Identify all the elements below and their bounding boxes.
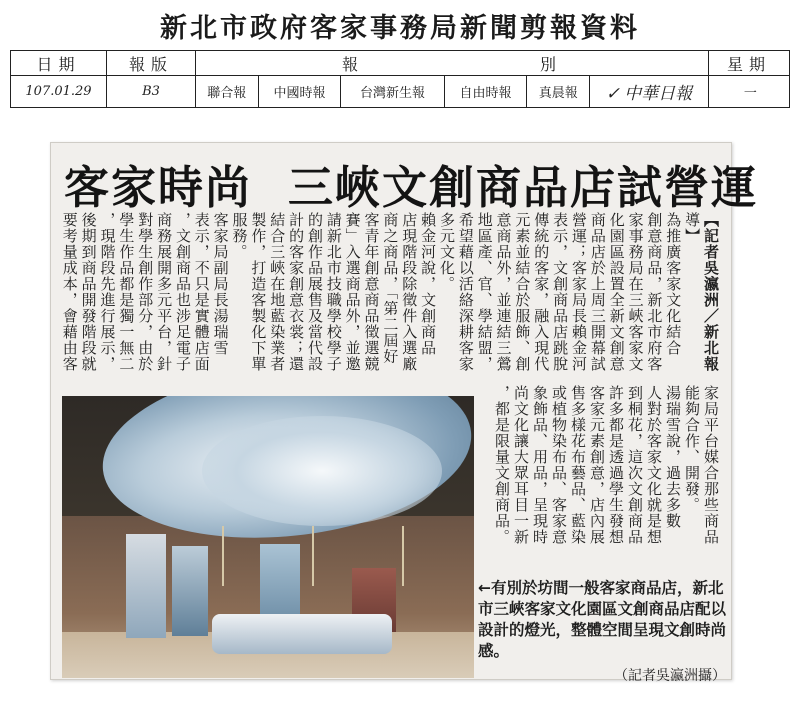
article-column: 商之商品，「第二屆好: [381, 212, 400, 365]
article-headline: [64, 151, 759, 216]
display-table: [212, 614, 392, 654]
article-column: 傳統的客家，融入現代: [532, 212, 551, 372]
article-column: 湯瑞雪說，過去多數: [664, 385, 682, 529]
photo-caption-text: ←有別於坊間一般客家商品店，新北市三峽客家文化園區文創商品店配以設計的燈光，整體空間呈現文創時尚感。: [478, 579, 727, 660]
article-column: 服務。: [230, 212, 249, 260]
article-column: 售多樣花布藝品、藍染: [569, 385, 587, 545]
article-column: 後期到商品開發階段就: [79, 212, 98, 372]
date-value: 107.01.29: [11, 76, 107, 108]
article-column: 請新北市技職學校學子: [324, 212, 343, 372]
article-body-bottom: [488, 385, 720, 561]
article-column: 商務展開多元平台，針: [155, 212, 174, 372]
article-column: 家局平台媒合那些商品: [702, 385, 720, 545]
article-column: 要考量成本，會藉由客: [60, 212, 79, 372]
date-header: 日期: [11, 51, 107, 76]
article-column: 表示，不只是實體店面: [192, 212, 211, 372]
article-column: 許多都是透過學生發想: [607, 385, 625, 545]
article-column: 商品店於上周三開幕試: [588, 212, 607, 372]
lamp-wire: [402, 526, 404, 586]
photo-caption: [478, 578, 726, 687]
article-column: 的創作品展售及當代設: [305, 212, 324, 372]
headline-part-1: 客家時尚: [64, 161, 253, 214]
article-column: 能夠合作、開發。: [683, 385, 701, 513]
article-column: 希望藉以活絡深耕客家: [456, 212, 475, 372]
handwritten-paper: 中華日報: [624, 84, 693, 104]
article-column: 人對於客家文化就是想: [645, 385, 663, 545]
article-body-top: [60, 212, 720, 382]
article-column: 元素並結合於服飾、創: [513, 212, 532, 372]
article-column: 象飾品、用品，呈現時: [531, 385, 549, 545]
handwritten-paper-cell: [590, 76, 709, 108]
page-title: 新北市政府客家事務局新聞剪報資料: [160, 13, 640, 44]
article-column: 計的客家創意衣裳；還: [287, 212, 306, 372]
article-column: ，都是限量文創商品。: [493, 385, 511, 545]
article-column: 結合三峽在地藍染業者: [268, 212, 287, 372]
cloud-highlight: [202, 416, 442, 526]
weekday-header: 星期: [709, 51, 790, 76]
article-column: 營運；客家局長賴金河: [569, 212, 588, 372]
article-column: 對學生創作部分，由於: [136, 212, 155, 372]
article-column: 為推廣客家文化結合: [664, 212, 683, 356]
article-column: 客家元素創意，店內展: [588, 385, 606, 545]
headline-part-2: 三峽文創商品店試營運: [288, 161, 759, 214]
article-column: 到桐花，這次文創商品: [626, 385, 644, 545]
article-column: 多元文化。: [437, 212, 456, 292]
article-column: ，文創商品也涉足電子: [173, 212, 192, 372]
exhibit-photo: [62, 396, 474, 678]
article-byline: 【記者吳瀛洲／新北報: [702, 212, 720, 372]
paper-option: 台灣新生報: [341, 76, 444, 108]
paper-option: 自由時報: [444, 76, 527, 108]
article-column: 意商品外，並連結三鶯: [494, 212, 513, 372]
paper-option: 中國時報: [258, 76, 341, 108]
article-column: 或植物染布品、客家意: [550, 385, 568, 545]
article-column: 客青年創意商品徵選競: [362, 212, 381, 372]
article-column: 化園區設置全新文創意: [607, 212, 626, 372]
photo-credit: （記者吳瀛洲攝）: [614, 668, 726, 684]
paper-option: 聯合報: [196, 76, 259, 108]
weekday-value: 一: [709, 76, 790, 108]
lamp-wire: [222, 526, 224, 586]
fabric-banner: [260, 544, 300, 624]
clipping-info-table: [10, 50, 790, 108]
article-column: 學生作品都是獨一無二: [117, 212, 136, 372]
fabric-banner: [126, 534, 166, 638]
article-column: 地區產、官、學結盟，: [475, 212, 494, 372]
article-column: ，現階段先進行展示，: [98, 212, 117, 372]
article-column: 家事務局在三峽客家文: [626, 212, 645, 372]
fabric-banner: [172, 546, 208, 636]
article-column: 導】: [683, 212, 702, 244]
paper-header: 報 別: [196, 51, 709, 76]
article-column: 賽」入選商品外，並邀: [343, 212, 362, 372]
edition-value: B3: [107, 76, 196, 108]
edition-header: 報版: [107, 51, 196, 76]
article-column: 尚文化讓大眾耳目一新: [512, 385, 530, 545]
article-column: 客家局副局長湯瑞雪: [211, 212, 230, 356]
article-column: 表示，文創商品店跳脫: [551, 212, 570, 372]
article-column: 製作，打造客製化下單: [249, 212, 268, 372]
article-column: 創意商品，新北市府客: [645, 212, 664, 372]
check-mark: ✓: [605, 84, 621, 104]
lamp-wire: [312, 526, 314, 586]
article-column: 賴金河說，文創商品: [419, 212, 438, 356]
article-column: 店現階段除徵件入選廠: [400, 212, 419, 372]
paper-option: 真晨報: [527, 76, 590, 108]
